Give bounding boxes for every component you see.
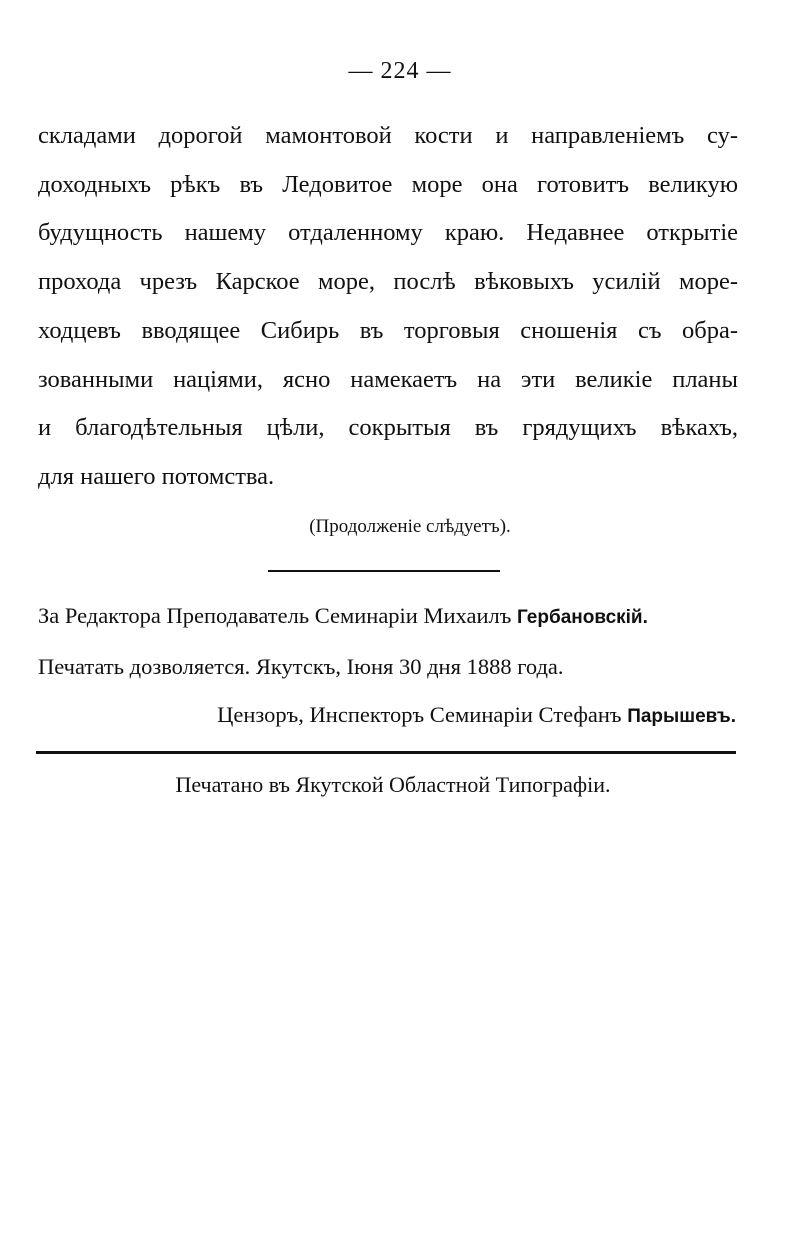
divider-short <box>268 570 500 572</box>
body-line: и благодѣтельныя цѣли, сокрытыя въ грядущихъ вѣкахъ, <box>38 414 738 442</box>
editor-prefix: За Редактора Преподаватель Семинаріи Михаилъ <box>38 603 517 628</box>
body-line: доходныхъ рѣкъ въ Ледовитое море она готовитъ великую <box>38 170 738 198</box>
printer-imprint: Печатано въ Якутской Областной Типографіи. <box>175 772 611 797</box>
editor-credit <box>38 603 738 629</box>
censor-prefix: Цензоръ, Инспекторъ Семинаріи Стефанъ <box>217 702 628 727</box>
body-paragraph <box>38 112 738 502</box>
body-line: складами дорогой мамонтовой кости и направленіемъ су- <box>38 122 738 149</box>
body-line: прохода чрезъ Карское море, послѣ вѣковыхъ усилій море- <box>38 268 738 296</box>
editor-name: Гербановскій. <box>517 607 648 628</box>
body-line: ходцевъ вводящее Сибирь въ торговыя сношенія съ обра- <box>38 316 738 344</box>
page-number: — 224 — <box>348 58 452 84</box>
divider-long <box>36 751 736 754</box>
body-line: для нашего потомства. <box>38 462 275 490</box>
censor-name: Парышевъ. <box>627 706 736 727</box>
to-be-continued-note: (Продолженіе слѣдуетъ). <box>309 516 511 537</box>
body-line: зованными націями, ясно намекаетъ на эти великіе планы <box>38 365 738 393</box>
printing-permission: Печатать дозволяется. Якутскъ, Іюня 30 дня 1888 года. <box>38 654 564 679</box>
body-line: будущность нашему отдаленному краю. Недавнее открытіе <box>38 219 738 247</box>
censor-credit <box>217 702 736 728</box>
